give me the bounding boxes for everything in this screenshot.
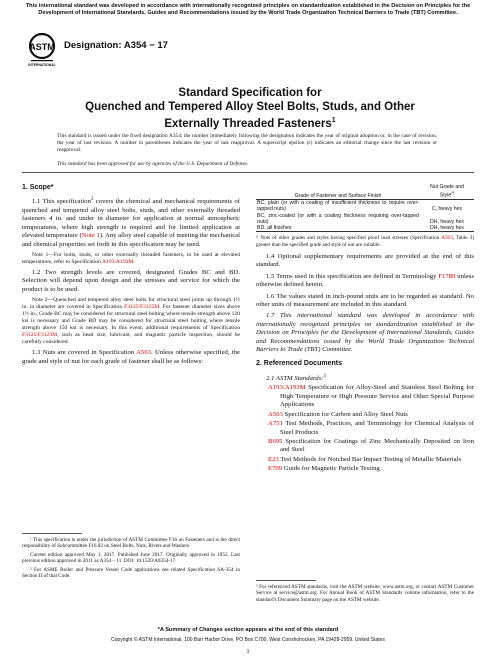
reference-link[interactable]: E23 [268, 455, 279, 463]
footnote-2: ² For ASME Boiler and Pressure Vessel Code applications see related Specification SA-354 in Section II of that Code. [22, 566, 240, 580]
a193-link[interactable]: A193/A193M [102, 259, 134, 266]
paragraph-2-1: 2.1 ASTM Standards:$^3$ [266, 373, 326, 383]
reference-link[interactable]: A751 [268, 420, 283, 428]
paragraph-1-3: 1.3 Nuts are covered in Specification A563. Unless otherwise specified, the grade and style of nut for each grade of fastener shall be as follows: [22, 349, 241, 365]
reference-title: Guide for Magnetic Particle Testing [282, 465, 380, 473]
reference-title: Specification for Carbon and Alloy Steel Nuts [282, 410, 408, 418]
a563-table-link[interactable]: A563 [441, 235, 453, 242]
referenced-documents-heading: 2. Referenced Documents [256, 360, 342, 368]
reference-title: Test Methods for Notched Bar Impact Testing of Metallic Materials [278, 455, 462, 463]
paragraph-1-4: 1.4 Optional supplementary requirements are provided at the end of this standard. [256, 252, 474, 269]
footnote-divider [22, 533, 82, 534]
table-footnote: ᴬ Nuts of other grades and styles having specified proof load stresses (Specification A563, Table 3) greater than the specified grade and style of nut are suitable. [256, 235, 474, 248]
right-column [256, 184, 474, 475]
tbt-notice: This international standard was developed in accordance with internationally recognized principles on standardization established in the Decision on Principles for the Development of International Standards, Guides and Recommendations issued by the World Trade Organization Technical Barriers to Trade (TBT) Committee. [25, 3, 471, 16]
note-2: Note 2—Quenched and tempered alloy steel bolts for structural steel joints up through 1½ in. in diameter are covered in Specification F3125/F3125M. For fastener diameter sizes above 1½ in., Grade BC may be considered for structural steel bolting where tensile strength above 120 ksi is necessary and Grade BD may be considered for structural steel bolting where tensile strength above 150 ksi is necessary. In this event, additional requirements of Specification F3125/F3125M, such as head size, lubricant, and magnetic particle inspection, should be carefully considered. [22, 297, 240, 346]
footnotes [22, 537, 240, 581]
f3125-link[interactable]: F3125/F3125M [124, 304, 160, 311]
reference-item [268, 411, 474, 419]
svg-text:INTERNATIONAL: INTERNATIONAL [28, 63, 56, 67]
table-cell-grade: BC, zinc-coated (or with a coating thickness requiring over-tapped nuts) [257, 212, 419, 225]
designation: Designation: A354 − 17 [64, 40, 168, 51]
nut-grade-table [256, 184, 474, 232]
left-column [22, 184, 240, 369]
table-cell-nut: DH, heavy hex [420, 225, 474, 232]
copyright: Copyright © ASTM International, 100 Barr Harbor Drive, PO Box C700, West Conshohocken, PA 19428-2959. United States [111, 637, 385, 643]
a563-link[interactable]: A563 [136, 349, 152, 357]
summary-of-changes-note: *A Summary of Changes section appears at the end of this standard [157, 627, 339, 633]
page-number: 1 [246, 648, 250, 655]
table-row [256, 213, 474, 225]
table-header-grade: Grade of Fastener and Surface Finish [256, 184, 420, 200]
dod-note: This standard has been approved for use by agencies of the U.S. Department of Defense. [57, 161, 249, 167]
table-cell-grade: BD, all finishes [256, 225, 420, 232]
table-cell-nut: DH, heavy hex [429, 218, 465, 225]
reference-link[interactable]: A563 [268, 410, 283, 418]
svg-text:ASTM: ASTM [29, 42, 55, 52]
footnote-3: ³ For referenced ASTM standards, visit the ASTM website, www.astm.org, or contact ASTM Customer Service at service@astm.org. For Annual Book of ASTM Standards volume information, refer to the standard's Document Summary page on the ASTM website. [256, 584, 474, 603]
reference-link[interactable]: B695 [268, 437, 283, 445]
paragraph-1-1: 1.1 This specification$^2$ covers the chemical and mechanical requirements of quenched and tempered alloy steel bolts, studs, and other externally threaded fasteners 4 in. and under in diameter for application at normal atmospheric temperatures, where high strength is required and for limited application at elevated temperature (Note 1). Any alloy steel capable of meeting the mechanical and chemical properties set forth in this specification may be used. [22, 197, 241, 248]
paragraph-1-2: 1.2 Two strength levels are covered, designated Grades BC and BD. Selection will depend upon design and the stresses and service for which the product is to be used. [22, 269, 240, 293]
table-cell-nut: C, heavy hex [431, 206, 463, 213]
reference-title: Specification for Alloy-Steel and Stainless Steel Bolting for High Temperature or High Pressure Service and Other Special Purpose Applications [280, 384, 474, 409]
paragraph-1-7: 1.7 This international standard was developed in accordance with internationally recognized principles on standardization established in the Decision on Principles for the Development of International Standards, Guides and Recommendations issued by the World Trade Organization Technical Barriers to Trade (TBT) Committee. [256, 312, 474, 354]
footnote-1-edition: Current edition approved May 1, 2017. Published June 2017. Originally approved in 1952. Last previous edition approved in 2011 as A354 – 11. DOI: 10.1520/A0354-17. [22, 551, 240, 565]
reference-list [256, 384, 474, 473]
reference-item [268, 438, 474, 455]
reference-item [268, 384, 474, 409]
reference-link[interactable]: A193/A193M [268, 384, 306, 392]
reference-link[interactable]: E709 [268, 465, 283, 473]
reference-item [268, 420, 474, 437]
table-row [256, 200, 474, 213]
paragraph-1-5: 1.5 Terms used in this specification are defined in Terminology F1789 unless otherwise defined herein. [256, 272, 474, 289]
table-cell-grade: BC, plain (or with a coating of insufficient thickness to require over-tapped nuts) [257, 200, 419, 213]
note-1-link[interactable]: Note 1 [81, 232, 100, 240]
divider [22, 172, 474, 173]
f3125-link-2[interactable]: F3125/F3125M [22, 332, 58, 339]
reference-item [268, 456, 474, 464]
reference-item [268, 465, 474, 473]
f1789-link[interactable]: F1789 [438, 272, 456, 280]
astm-logo-icon [28, 30, 56, 80]
reference-title: Specification for Coatings of Zinc Mechanically Deposited on Iron and Steel [280, 437, 474, 454]
scope-heading: 1. Scope* [22, 184, 54, 191]
paragraph-1-6: 1.6 The values stated in inch-pound units are to be regarded as standard. No other units of measurement are included in this standard. [256, 292, 474, 308]
reference-title: Test Methods, Practices, and Terminology for Chemical Analysis of Steel Products [280, 420, 474, 436]
standard-note: This standard is issued under the fixed designation A354; the number immediately following the designation indicates the year of original adoption or, in the case of revision, the year of last revision. A number in parentheses indicates the year of last reapproval. A superscript epsilon (ε) indicates an editorial change since the last revision or reapproval. [57, 133, 437, 153]
footnote-divider-right [256, 580, 316, 581]
footnote-1: ¹ This specification is under the jurisdiction of ASTM Committee F16 on Fasteners and is the direct responsibility of Subcommittee F16.02 on Steel Bolts, Nuts, Rivets and Washers. [22, 537, 240, 550]
page-title: Standard Specification for Quenched and Tempered Alloy Steel Bolts, Studs, and Other Externally Threaded Fasteners$^1$ [85, 87, 415, 130]
table-header-nut: Nut Grade and Style$^A$ [420, 184, 474, 200]
table-row [256, 225, 474, 232]
note-1: Note 1—For bolts, studs, or other externally threaded fasteners, to be used at elevated temperatures, refer to Specification A193/A193M. [22, 252, 240, 266]
